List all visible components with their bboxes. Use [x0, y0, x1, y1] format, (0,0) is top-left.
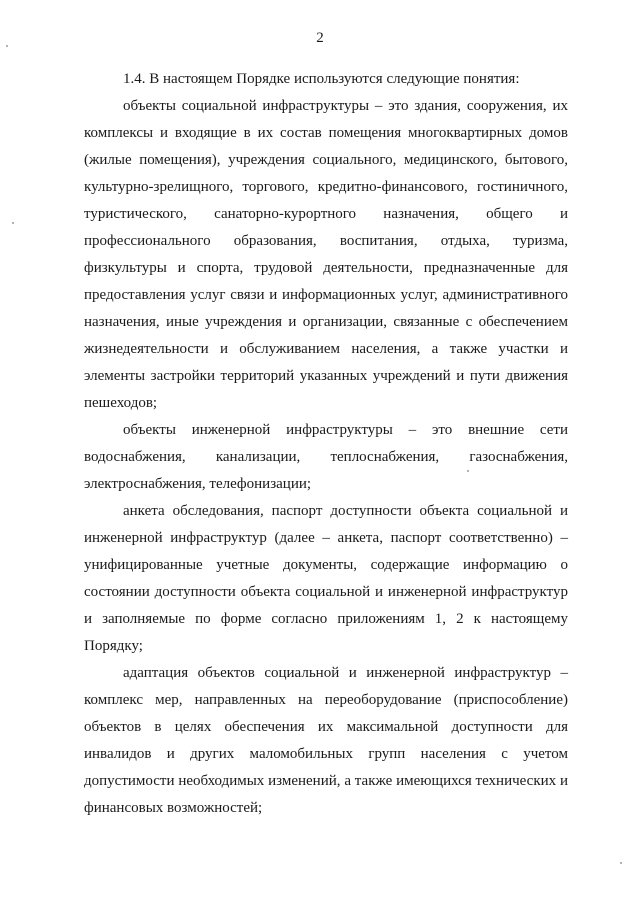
text-line: объекты социальной инфраструктуры – это здания, сооружения, их — [123, 98, 568, 114]
text-line: комплексы и входящие в их состав помещения многоквартирных домов — [84, 125, 568, 141]
text-line: водоснабжения, канализации, теплоснабжения, газоснабжения, — [84, 449, 568, 465]
text-line: объекты инженерной инфраструктуры – это внешние сети — [123, 422, 568, 438]
text-line: инженерной инфраструктур (далее – анкета, паспорт соответственно) – — [84, 530, 568, 546]
scan-speck — [12, 222, 14, 224]
text-line: допустимости необходимых изменений, а также имеющихся технических и — [84, 773, 568, 789]
text-line: комплекс мер, направленных на переоборудование (приспособление) — [84, 692, 568, 708]
text-line: туристического, санаторно-курортного назначения, общего и — [84, 206, 568, 222]
text-line: инвалидов и других маломобильных групп населения с учетом — [84, 746, 568, 762]
text-line: Порядку; — [84, 638, 143, 654]
text-line: жизнедеятельности и обслуживанием населения, а также участки и — [84, 341, 568, 357]
text-line: культурно-зрелищного, торгового, кредитно-финансового, гостиничного, — [84, 179, 568, 195]
text-line: адаптация объектов социальной и инженерной инфраструктур – — [123, 665, 568, 681]
text-line: физкультуры и спорта, трудовой деятельности, предназначенные для — [84, 260, 568, 276]
scan-speck — [6, 45, 8, 47]
text-line: 1.4. В настоящем Порядке используются следующие понятия: — [123, 71, 520, 87]
text-line: (жилые помещения), учреждения социального, медицинского, бытового, — [84, 152, 568, 168]
text-line: анкета обследования, паспорт доступности объекта социальной и — [123, 503, 568, 519]
text-line: электроснабжения, телефонизации; — [84, 476, 312, 492]
text-line: финансовых возможностей; — [84, 800, 263, 816]
text-line: пешеходов; — [84, 395, 158, 411]
text-line: состоянии доступности объекта социальной и инженерной инфраструктур — [84, 584, 568, 600]
text-line: и заполняемые по форме согласно приложениям 1, 2 к настоящему — [84, 611, 568, 627]
scan-speck — [467, 470, 469, 472]
text-line: профессионального образования, воспитания, отдыха, туризма, — [84, 233, 568, 249]
text-line: объектов в целях обеспечения их максимальной доступности для — [84, 719, 568, 735]
text-line: предоставления услуг связи и информационных услуг, административного — [84, 287, 568, 303]
text-line: унифицированные учетные документы, содержащие информацию о — [84, 557, 568, 573]
page-number: 2 — [316, 30, 324, 46]
scan-speck — [620, 862, 622, 864]
text-line: элементы застройки территорий указанных учреждений и пути движения — [84, 368, 568, 384]
text-line: назначения, иные учреждения и организации, связанные с обеспечением — [84, 314, 568, 330]
